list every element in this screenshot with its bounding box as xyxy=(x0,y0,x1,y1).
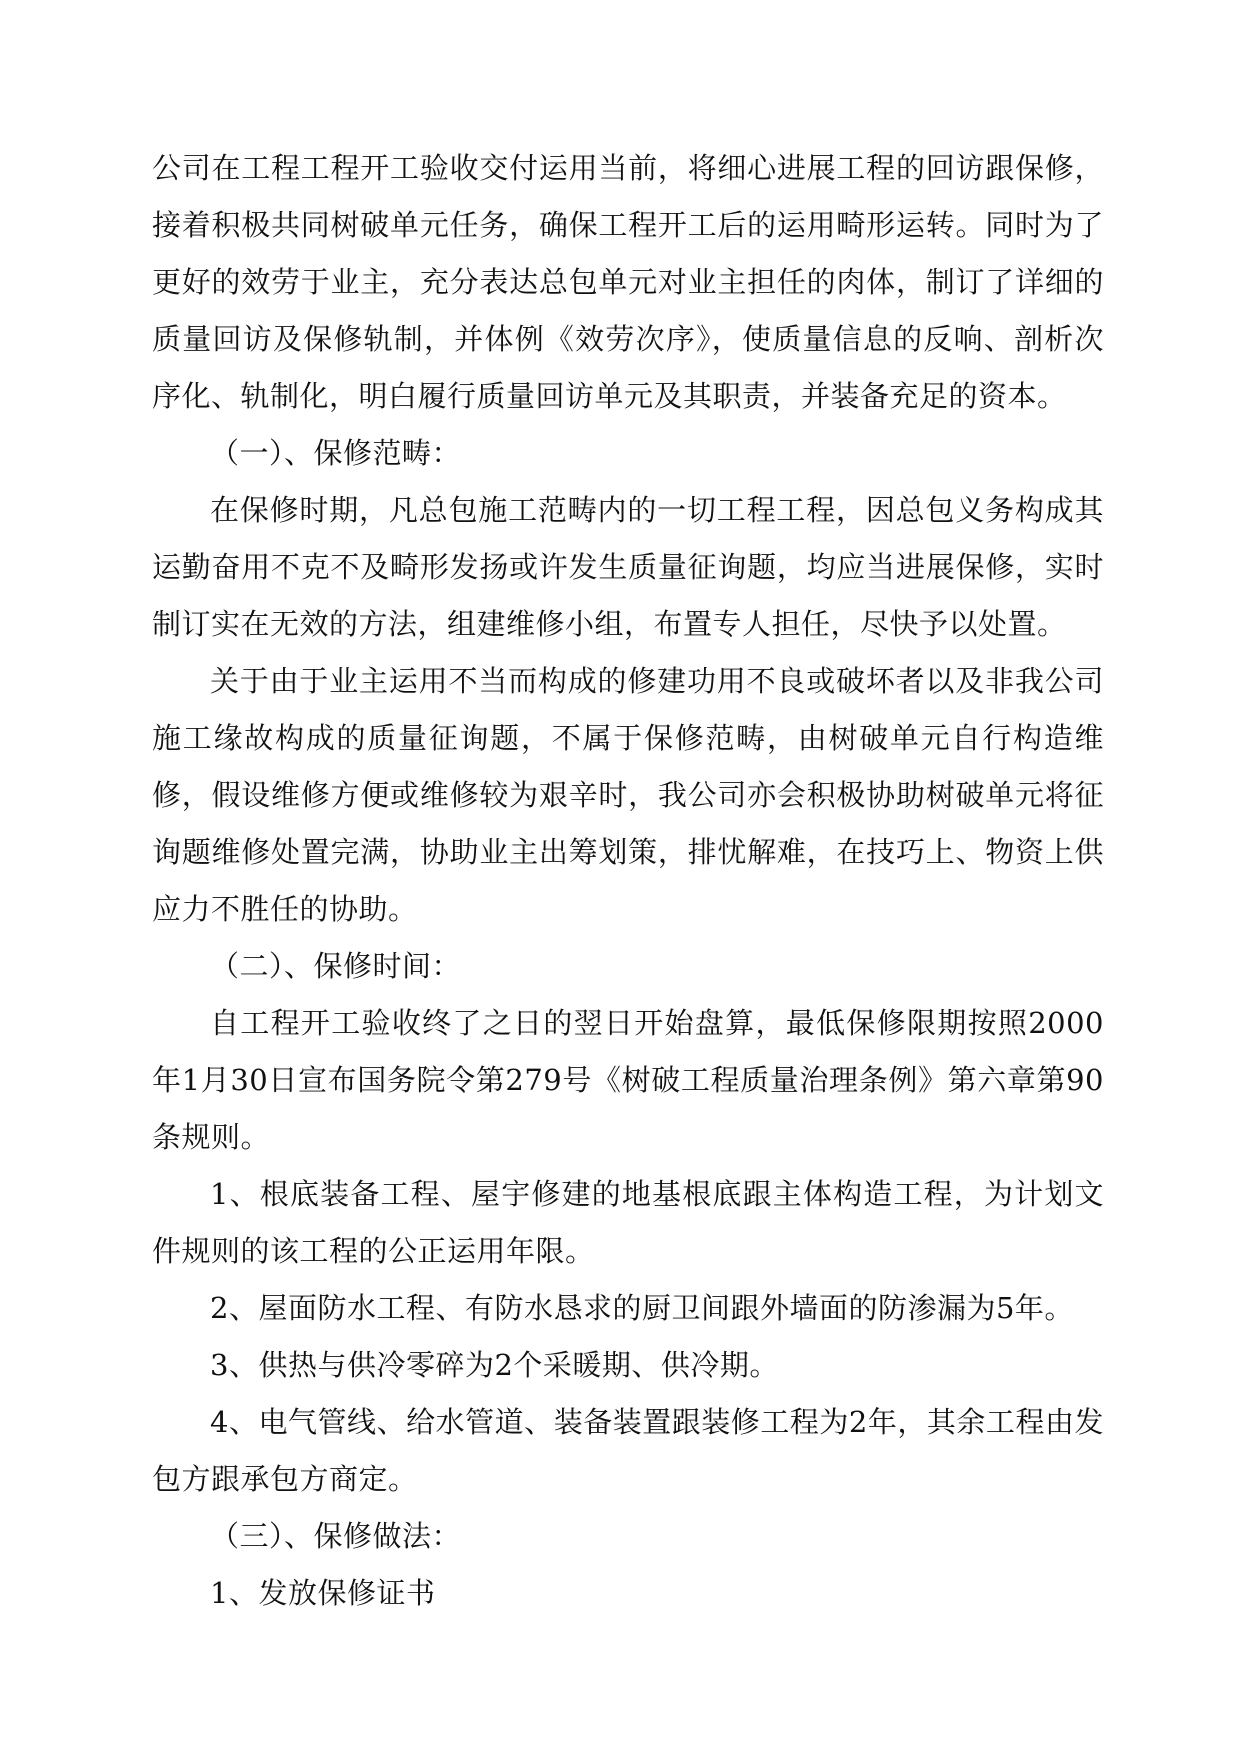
paragraph-intro: 公司在工程工程开工验收交付运用当前，将细心进展工程的回访跟保修，接着积极共同树破单元任务，确保工程开工后的运用畸形运转。同时为了更好的效劳于业主，充分表达总包单元对业主担任的肉体，制订了详细的质量回访及保修轨制，并体例《效劳次序》，使质量信息的反响、剖析次序化、轨制化，明白履行质量回访单元及其职责，并装备充足的资本。 xyxy=(152,151,1104,413)
list-item-foundation: 1、根底装备工程、屋宇修建的地基根底跟主体构造工程，为计划文件规则的该工程的公正运用年限。 xyxy=(152,1177,1104,1268)
section-heading-warranty-period: （二）、保修时间： xyxy=(210,949,462,983)
paragraph-warranty-period: 自工程开工验收终了之日的翌日开始盘算，最低保修限期按照2000年1月30日宣布国务院令第279号《树破工程质量治理条例》第六章第90条规则。 xyxy=(152,1006,1104,1154)
list-item-waterproofing: 2、屋面防水工程、有防水恳求的厨卫间跟外墙面的防渗漏为5年。 xyxy=(210,1291,1074,1325)
document-body xyxy=(152,140,1104,1622)
section-heading-warranty-method: （三）、保修做法： xyxy=(210,1519,462,1553)
list-item-electrical-plumbing: 4、电气管线、给水管道、装备装置跟装修工程为2年，其余工程由发包方跟承包方商定。 xyxy=(152,1405,1104,1496)
section-heading-warranty-scope: （一）、保修范畴： xyxy=(210,436,462,470)
list-item-heating-cooling: 3、供热与供冷零碎为2个采暖期、供冷期。 xyxy=(210,1348,779,1382)
list-item-warranty-certificate: 1、发放保修证书 xyxy=(210,1576,436,1610)
paragraph-warranty-exclusions: 关于由于业主运用不当而构成的修建功用不良或破坏者以及非我公司施工缘故构成的质量征询题，不属于保修范畴，由树破单元自行构造维修，假设维修方便或维修较为艰辛时，我公司亦会积极协助树破单元将征询题维修处置完满，协助业主出筹划策，排忧解难，在技巧上、物资上供应力不胜任的协助。 xyxy=(152,664,1104,926)
paragraph-warranty-scope: 在保修时期，凡总包施工范畴内的一切工程工程，因总包义务构成其运勤奋用不克不及畸形发扬或许发生质量征询题，均应当进展保修，实时制订实在无效的方法，组建维修小组，布置专人担任，尽快予以处置。 xyxy=(152,493,1104,641)
